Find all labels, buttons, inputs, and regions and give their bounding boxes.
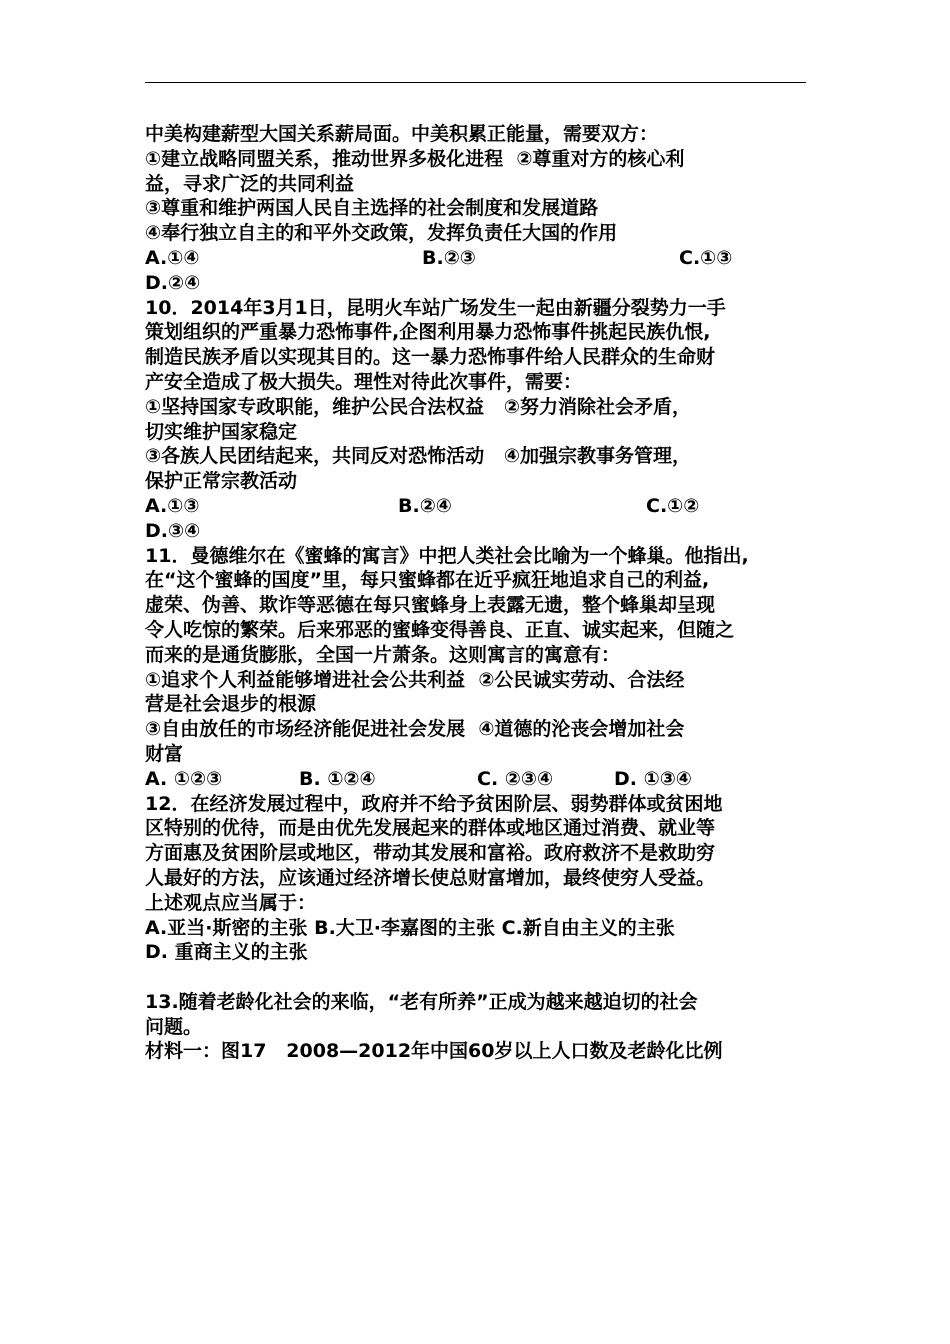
question-11-line: 11．曼德维尔在《蜜蜂的寓言》中把人类社会比喻为一个蜂巢。他指出,	[145, 544, 749, 567]
question-12	[145, 792, 815, 966]
header-rule	[145, 82, 806, 83]
question-12-line: 区特别的优待，而是由优先发展起来的群体或地区通过消费、就业等	[145, 817, 716, 840]
question-9-option-a: A.①④	[145, 246, 200, 269]
question-13	[145, 990, 815, 1064]
question-12-options: A.亚当·斯密的主张 B.大卫·李嘉图的主张 C.新自由主义的主张	[145, 916, 675, 939]
question-11-line: 而来的是通货膨胀，全国一片萧条。这则寓言的寓意有：	[145, 643, 621, 666]
exam-content	[145, 122, 815, 1064]
question-13-material-caption: 材料一：图17 2008—2012年中国60岁以上人口数及老龄化比例	[145, 1040, 723, 1063]
question-10-option-a: A.①③	[145, 494, 200, 517]
question-10-line: 保护正常宗教活动	[145, 470, 298, 493]
question-11-option-d: D. ①③④	[614, 767, 692, 790]
question-13-line: 13.随着老龄化社会的来临，“老有所养”正成为越来越迫切的社会	[145, 990, 698, 1013]
question-11-line: ③自由放任的市场经济能促进社会发展 ④道德的沦丧会增加社会	[145, 718, 685, 741]
question-9-statement: ③尊重和维护两国人民自主选择的社会制度和发展道路	[145, 197, 599, 220]
question-10-option-d: D.③④	[145, 519, 201, 542]
question-11-line: 在“这个蜜蜂的国度”里，每只蜜蜂都在近乎疯狂地追求自己的利益,	[145, 569, 710, 592]
question-13-line: 问题。	[145, 1015, 203, 1038]
question-9-statement: ①建立战略同盟关系，推动世界多极化进程 ②尊重对方的核心利	[145, 147, 685, 170]
question-9-stem: 中美构建薪型大国关系薪局面。中美积累正能量，需要双方：	[145, 123, 659, 145]
question-10-options	[145, 494, 815, 519]
question-10-line: 制造民族矛盾以实现其目的。这一暴力恐怖事件给人民群众的生命财	[145, 346, 716, 369]
question-9-statement: ④奉行独立自主的和平外交政策，发挥负责任大国的作用	[145, 222, 618, 245]
question-9-options	[145, 246, 815, 271]
question-10-line: 10．2014年3月1日，昆明火车站广场发生一起由新疆分裂势力一手	[145, 296, 726, 319]
question-11	[145, 544, 815, 792]
question-10-line: 产安全造成了极大损失。理性对待此次事件，需要：	[145, 370, 583, 393]
question-11-line: 财富	[145, 742, 184, 765]
question-12-line: 方面惠及贫困阶层或地区，带动其发展和富裕。政府救济不是救助穷	[145, 842, 716, 865]
question-11-option-b: B. ①②④	[299, 767, 376, 790]
question-10-line: 切实维护国家稳定	[145, 420, 298, 443]
question-9-option-d: D.②④	[145, 271, 201, 294]
question-10-option-b: B.②④	[398, 494, 452, 517]
question-12-option-d: D. 重商主义的主张	[145, 941, 308, 964]
question-11-line: 营是社会退步的根源	[145, 693, 317, 716]
question-11-line: 令人吃惊的繁荣。后来邪恶的蜜蜂变得善良、正直、诚实起来，但随之	[145, 618, 735, 641]
question-9-option-b: B.②③	[422, 246, 476, 269]
question-10-line: 策划组织的严重暴力恐怖事件,企图利用暴力恐怖事件挑起民族仇恨,	[145, 321, 711, 344]
question-9	[145, 122, 815, 296]
question-11-line: ①追求个人利益能够增进社会公共利益 ②公民诚实劳动、合法经	[145, 668, 685, 691]
question-12-line: 上述观点应当属于：	[145, 891, 317, 914]
question-10	[145, 296, 815, 544]
question-10-line: ①坚持国家专政职能，维护公民合法权益 ②努力消除社会矛盾，	[145, 395, 692, 418]
question-10-option-c: C.①②	[646, 494, 700, 517]
question-11-option-c: C. ②③④	[477, 767, 554, 790]
question-9-option-c: C.①③	[679, 246, 733, 269]
question-12-line: 人最好的方法，应该通过经济增长使总财富增加，最终使穷人受益。	[145, 866, 716, 889]
question-9-statement: 益，寻求广泛的共同利益	[145, 172, 355, 195]
question-11-line: 虚荣、伪善、欺诈等恶德在每只蜜蜂身上表露无遗，整个蜂巢却呈现	[145, 594, 716, 617]
question-10-line: ③各族人民团结起来，共同反对恐怖活动 ④加强宗教事务管理，	[145, 445, 692, 468]
question-11-option-a: A. ①②③	[145, 767, 223, 790]
question-12-line: 12．在经济发展过程中，政府并不给予贫困阶层、弱势群体或贫困地	[145, 792, 723, 815]
question-11-options	[145, 767, 815, 792]
section-gap	[145, 965, 815, 990]
